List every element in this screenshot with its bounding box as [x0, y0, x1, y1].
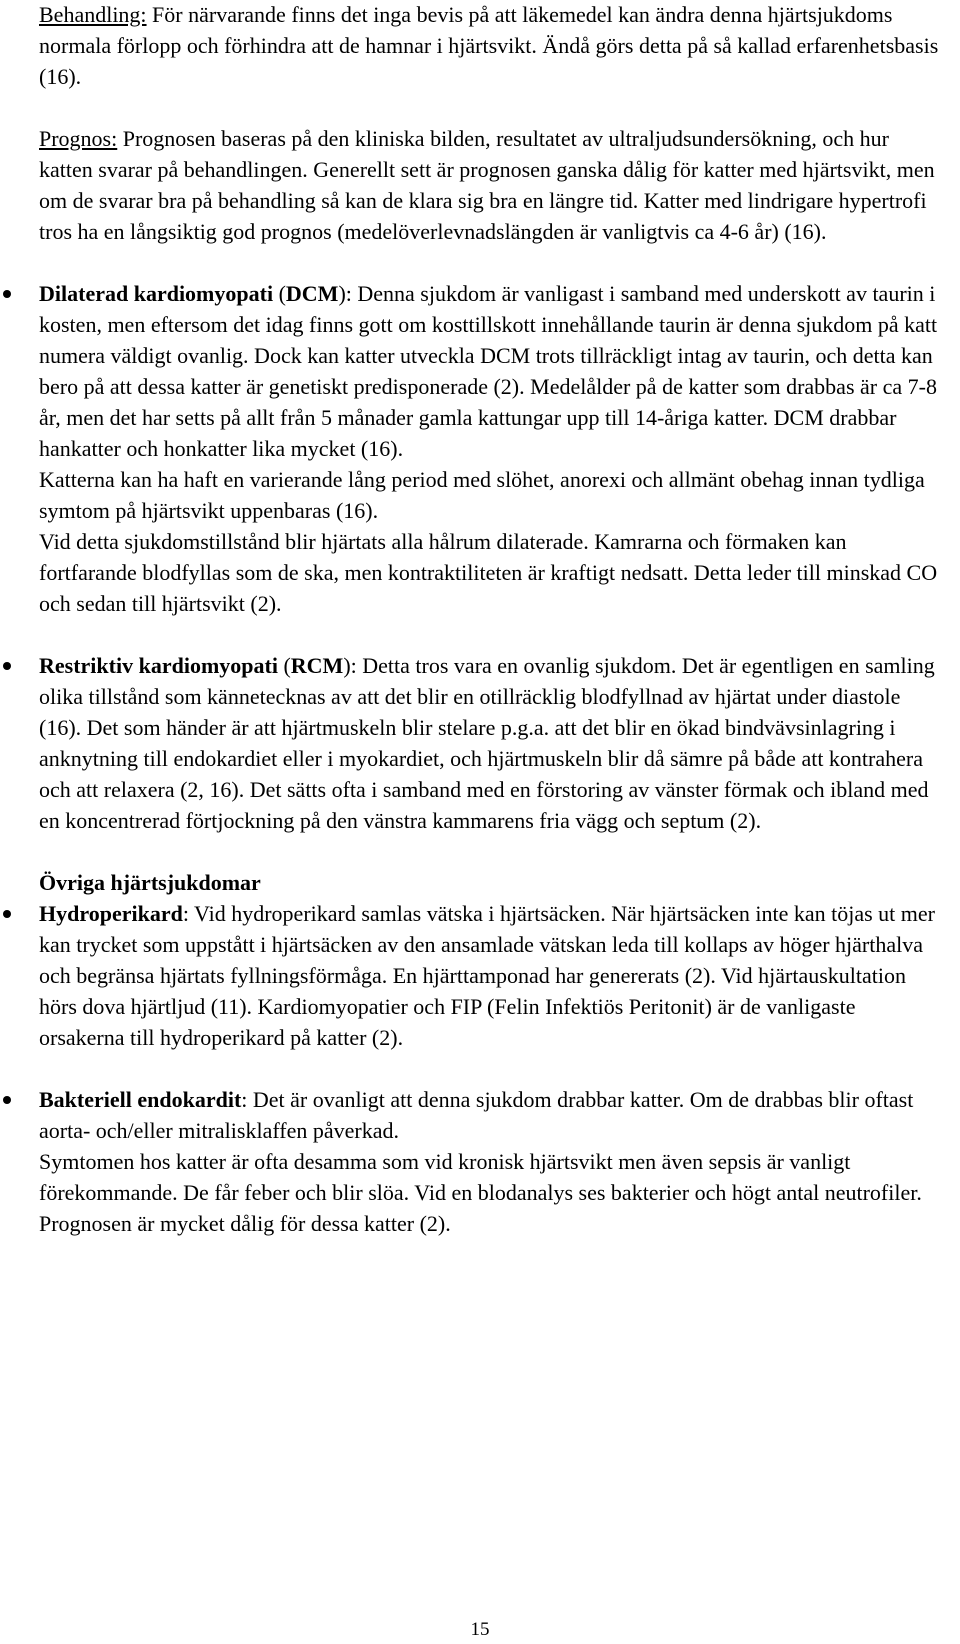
behandling-text: För närvarande finns det inga bevis på att läkemedel kan ändra denna hjärtsjukdoms normala förlopp och förhindra att de hamnar i hjärtsvikt. Ändå görs detta på så kallad erfarenhetsbasis (16).	[39, 2, 939, 89]
section-heading: Övriga hjärtsjukdomar	[39, 870, 261, 895]
hydroperikard-list-item	[39, 898, 939, 1053]
bullet-icon	[3, 662, 11, 670]
spacer	[39, 247, 939, 278]
spacer	[39, 836, 939, 867]
hydroperikard-term: Hydroperikard	[39, 901, 183, 926]
hydroperikard-text: Vid hydroperikard samlas vätska i hjärtsäcken. När hjärtsäcken inte kan töjas ut mer kan trycket som uppstått i hjärtsäcken av den ansamlade vätskan leda till kollaps av höger hjärthalva och begränsa hjärtats fyllningsförmåga. En hjärttamponad har genererats (2). Vid hjärtauskultation hörs dova hjärtljud (11). Kardiomyopatier och FIP (Felin Infektiös Peritonit) är de vanligaste orsakerna till hydroperikard på katter (2).	[39, 901, 935, 1050]
spacer	[39, 92, 939, 123]
dcm-term: Dilaterad kardiomyopati	[39, 281, 274, 306]
bullet-icon	[3, 290, 11, 298]
endokardit-list-item	[39, 1084, 939, 1239]
bullet-icon	[3, 1096, 11, 1104]
dcm-paragraph-2: Katterna kan ha haft en varierande lång period med slöhet, anorexi och allmänt obehag innan tydliga symtom på hjärtsvikt uppenbaras (16).	[39, 467, 925, 523]
prognos-text: Prognosen baseras på den kliniska bilden, resultatet av ultraljudsundersökning, och hur katten svarar på behandlingen. Generellt sett är prognosen ganska dålig för katter med hjärtsvikt, men om de svarar bra på behandling så kan de klara sig bra en längre tid. Katter med lindrigare hypertrofi tros ha en långsiktig god prognos (medelöverlevnadslängden är vanligtvis ca 4-6 år) (16).	[39, 126, 935, 244]
page-number: 15	[470, 1619, 490, 1640]
rcm-list-item	[39, 650, 939, 836]
spacer	[39, 619, 939, 650]
hydroperikard-paragraph: Hydroperikard: Vid hydroperikard samlas vätska i hjärtsäcken. När hjärtsäcken inte kan töjas ut mer kan trycket som uppstått i hjärtsäcken av den ansamlade vätskan leda till kollaps av höger hjärthalva och begränsa hjärtats fyllningsförmåga. En hjärttamponad har genererats (2). Vid hjärtauskultation hörs dova hjärtljud (11). Kardiomyopatier och FIP (Felin Infektiös Peritonit) är de vanligaste orsakerna till hydroperikard på katter (2).	[39, 901, 935, 1050]
dcm-abbr: DCM	[285, 281, 339, 306]
dcm-paragraph-1: Dilaterad kardiomyopati (DCM): Denna sjukdom är vanligast i samband med underskott av taurin i kosten, men eftersom det idag finns gott om kosttillskott innehållande taurin är denna sjukdom på katt numera väldigt ovanlig. Dock kan katter utveckla DCM trots tillräckligt intag av taurin, och detta kan bero på att dessa katter är genetiskt predisponerade (2). Medelålder på de katter som drabbas är ca 7-8 år, men det har setts på allt från 5 månader gamla kattungar upp till 14-åriga katter. DCM drabbar hankatter och honkatter lika mycket (16).	[39, 281, 938, 461]
dcm-paragraph-3: Vid detta sjukdomstillstånd blir hjärtats alla hålrum dilaterade. Kamrarna och förmaken kan fortfarande blodfyllas som de ska, men kontraktiliteten är kraftigt nedsatt. Detta leder till minskad CO och sedan till hjärtsvikt (2).	[39, 529, 938, 616]
bullet-icon	[3, 910, 11, 918]
rcm-text: Detta tros vara en ovanlig sjukdom. Det är egentligen en samling olika tillstånd som kännetecknas av att det blir en otillräcklig blodfyllnad av hjärtat under diastole (16). Det som händer är att hjärtmuskeln blir stelare p.g.a. att det blir en ökad bindvävsinlagring i anknytning till endokardiet eller i myokardiet, och hjärtmuskeln blir då sämre på både att kontrahera och att relaxera (2, 16). Det sätts ofta i samband med en förstoring av vänster förmak och ibland med en koncentrerad förtjockning på den vänstra kammarens fria vägg och septum (2).	[39, 653, 935, 833]
prognos-paragraph	[39, 123, 939, 247]
behandling-paragraph	[39, 0, 939, 92]
endokardit-term: Bakteriell endokardit	[39, 1087, 242, 1112]
dcm-list-item	[39, 278, 939, 619]
behandling-label: Behandling:	[39, 2, 147, 27]
rcm-term: Restriktiv kardiomyopati	[39, 653, 278, 678]
rcm-abbr: RCM	[290, 653, 344, 678]
rcm-paragraph: Restriktiv kardiomyopati (RCM): Detta tros vara en ovanlig sjukdom. Det är egentligen en samling olika tillstånd som kännetecknas av att det blir en otillräcklig blodfyllnad av hjärtat under diastole (16). Det som händer är att hjärtmuskeln blir stelare p.g.a. att det blir en ökad bindvävsinlagring i anknytning till endokardiet eller i myokardiet, och hjärtmuskeln blir då sämre på både att kontrahera och att relaxera (2, 16). Det sätts ofta i samband med en förstoring av vänster förmak och ibland med en koncentrerad förtjockning på den vänstra kammarens fria vägg och septum (2).	[39, 653, 935, 833]
prognos-label: Prognos:	[39, 126, 118, 151]
dcm-text-1: Denna sjukdom är vanligast i samband med underskott av taurin i kosten, men eftersom det idag finns gott om kosttillskott innehållande taurin är denna sjukdom på katt numera väldigt ovanlig. Dock kan katter utveckla DCM trots tillräckligt intag av taurin, och detta kan bero på att dessa katter är genetiskt predisponerade (2). Medelålder på de katter som drabbas är ca 7-8 år, men det har setts på allt från 5 månader gamla kattungar upp till 14-åriga katter. DCM drabbar hankatter och honkatter lika mycket (16).	[39, 281, 938, 461]
spacer	[39, 1053, 939, 1084]
endokardit-paragraph-1: Bakteriell endokardit: Det är ovanligt att denna sjukdom drabbar katter. Om de drabbas blir oftast aorta- och/eller mitralisklaffen påverkad.	[39, 1087, 914, 1143]
document-page	[39, 0, 939, 1239]
endokardit-paragraph-2: Symtomen hos katter är ofta desamma som vid kronisk hjärtsvikt men även sepsis är vanligt förekommande. De får feber och blir slöa. Vid en blodanalys ses bakterier och högt antal neutrofiler. Prognosen är mycket dålig för dessa katter (2).	[39, 1149, 922, 1236]
endokardit-text-1: Det är ovanligt att denna sjukdom drabbar katter. Om de drabbas blir oftast aorta- och/eller mitralisklaffen påverkad.	[39, 1087, 914, 1143]
